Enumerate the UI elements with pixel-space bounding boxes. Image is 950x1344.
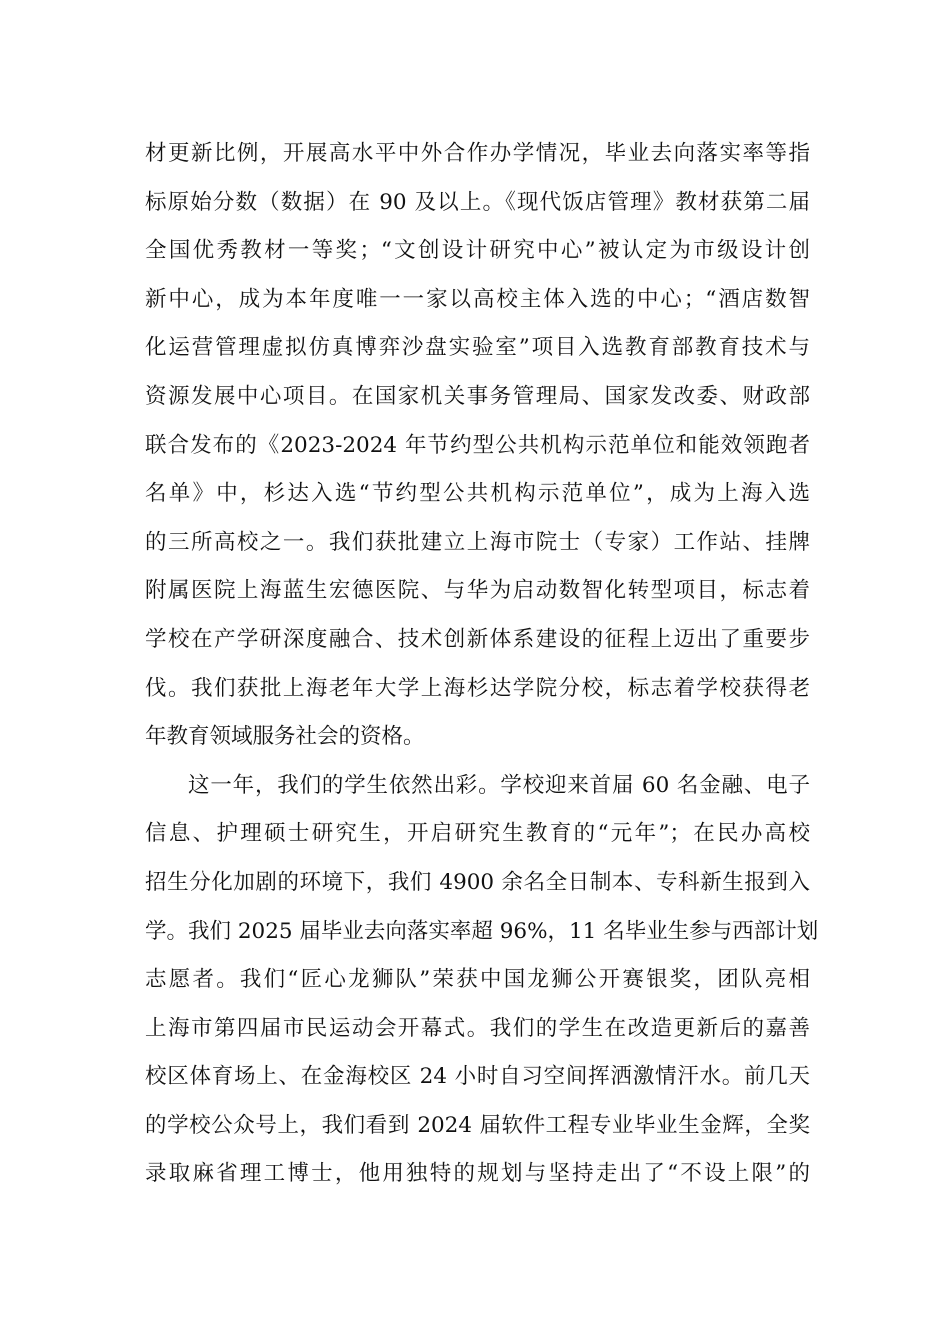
text-line: 名单》中，杉达入选“节约型公共机构示范单位”，成为上海入选 — [145, 481, 810, 507]
paragraph-achievements — [145, 130, 810, 762]
text-line: 招生分化加剧的环境下，我们 4900 余名全日制本、专科新生报到入 — [145, 869, 810, 895]
text-line: 校区体育场上、在金海校区 24 小时自习空间挥洒激情汗水。前几天 — [145, 1064, 810, 1090]
text-line: 资源发展中心项目。在国家机关事务管理局、国家发改委、财政部 — [145, 383, 810, 409]
text-line: 化运营管理虚拟仿真博弈沙盘实验室”项目入选教育部教育技术与 — [145, 335, 810, 361]
text-line-last: 年教育领域服务社会的资格。 — [145, 724, 425, 750]
text-line: 联合发布的《2023-2024 年节约型公共机构示范单位和能效领跑者 — [145, 432, 810, 458]
text-line: 标原始分数（数据）在 90 及以上。《现代饭店管理》教材获第二届 — [145, 189, 810, 215]
text-line: 信息、护理硕士研究生，开启研究生教育的“元年”；在民办高校 — [145, 821, 810, 847]
text-line: 伐。我们获批上海老年大学上海杉达学院分校，标志着学校获得老 — [145, 675, 810, 701]
text-line: 附属医院上海蓝生宏德医院、与华为启动数智化转型项目，标志着 — [145, 578, 810, 604]
text-line: 的三所高校之一。我们获批建立上海市院士（专家）工作站、挂牌 — [145, 529, 810, 555]
text-line: 上海市第四届市民运动会开幕式。我们的学生在改造更新后的嘉善 — [145, 1015, 810, 1041]
text-line: 志愿者。我们“匠心龙狮队”荣获中国龙狮公开赛银奖，团队亮相 — [145, 967, 810, 993]
text-line: 新中心，成为本年度唯一一家以高校主体入选的中心；“酒店数智 — [145, 286, 810, 312]
text-line: 材更新比例，开展高水平中外合作办学情况，毕业去向落实率等指 — [145, 141, 810, 166]
text-line: 录取麻省理工博士，他用独特的规划与坚持走出了“不设上限”的 — [145, 1161, 810, 1187]
text-line: 的学校公众号上，我们看到 2024 届软件工程专业毕业生金辉，全奖 — [145, 1112, 810, 1138]
document-body — [145, 130, 819, 1199]
text-line-indented: 这一年，我们的学生依然出彩。学校迎来首届 60 名金融、电子 — [188, 772, 810, 798]
paragraph-students — [145, 762, 819, 1199]
text-line: 学校在产学研深度融合、技术创新体系建设的征程上迈出了重要步 — [145, 626, 810, 652]
text-line: 全国优秀教材一等奖；“文创设计研究中心”被认定为市级设计创 — [145, 238, 810, 264]
text-line: 学。我们 2025 届毕业去向落实率超 96%，11 名毕业生参与西部计划 — [145, 918, 819, 944]
